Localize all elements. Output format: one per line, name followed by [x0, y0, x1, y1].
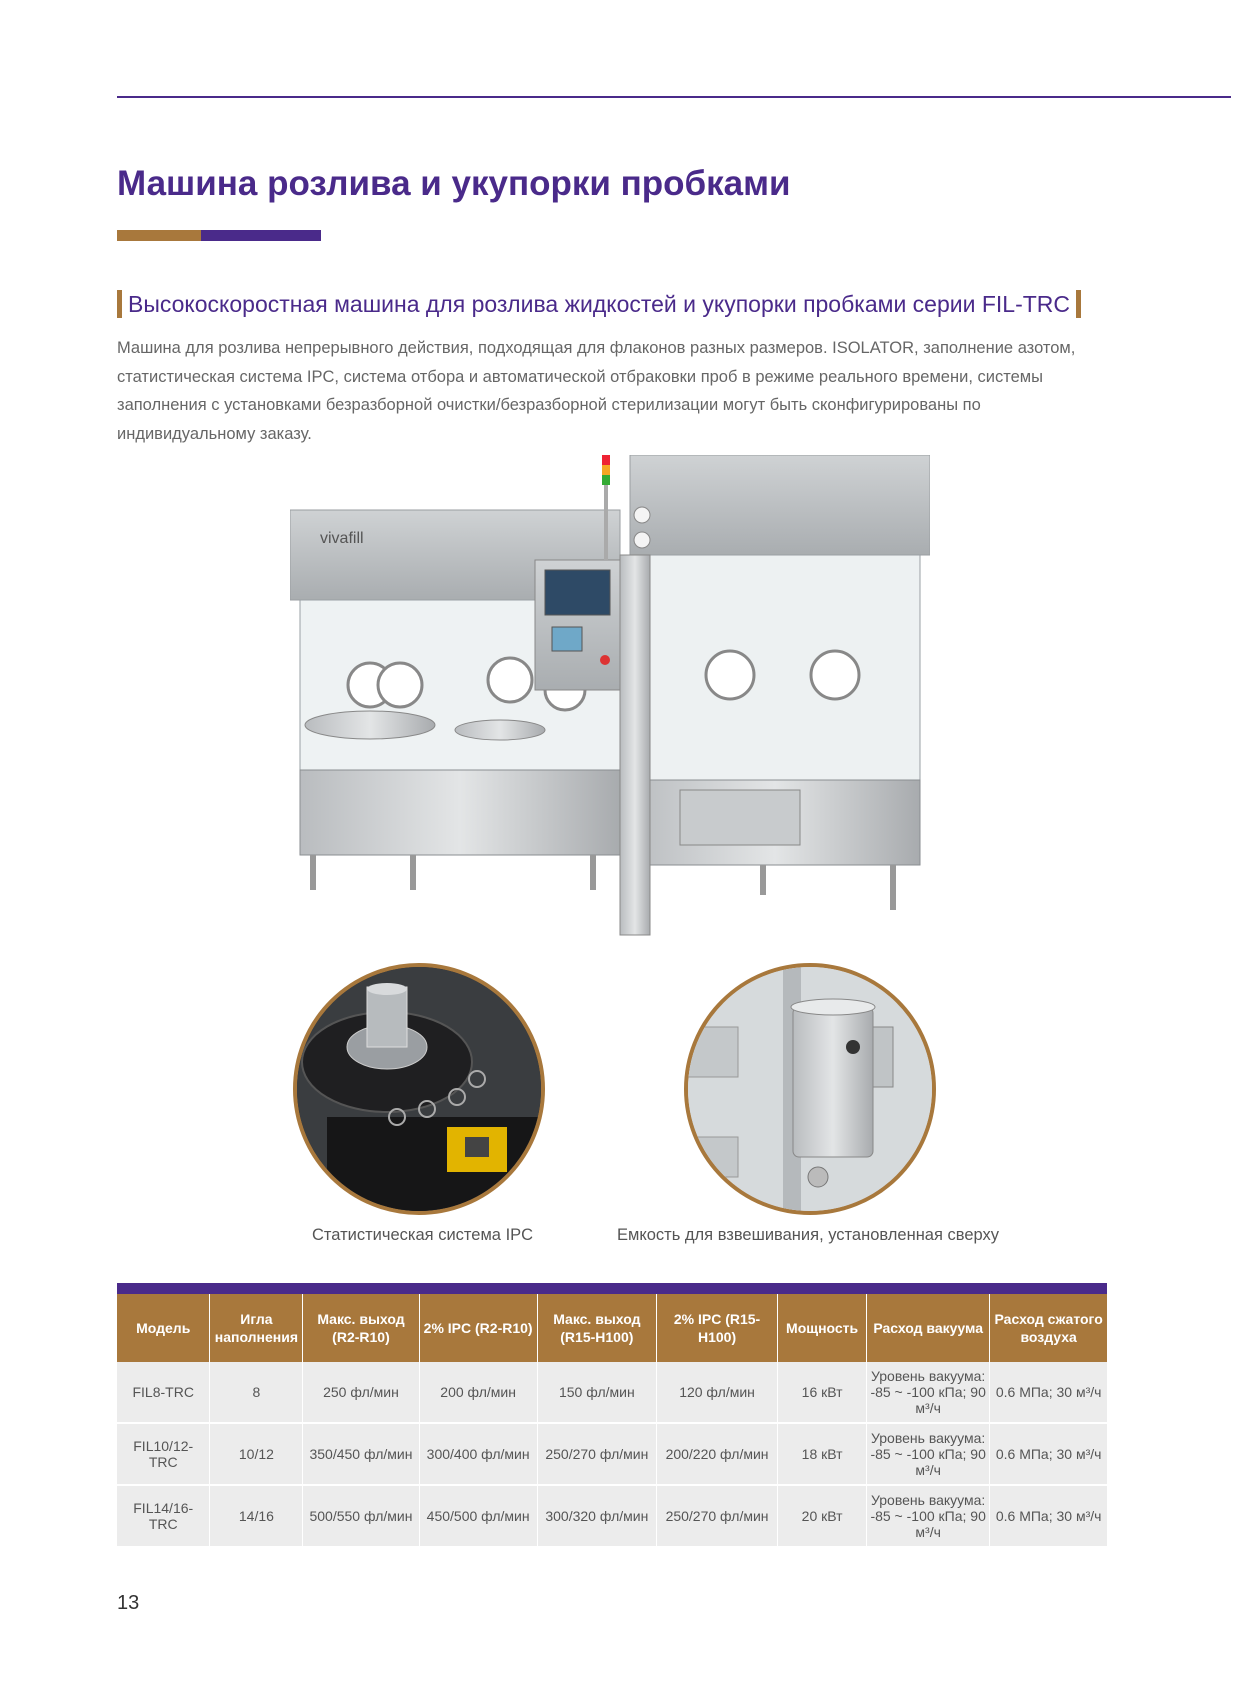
header-cell: Расход сжатого воздуха [990, 1294, 1107, 1362]
ipc-photo-caption: Статистическая система IPC [312, 1226, 534, 1244]
table-cell: 14/16 [210, 1485, 303, 1547]
table-cell: 16 кВт [778, 1362, 867, 1423]
subtitle-bar-left [117, 290, 122, 318]
header-cell: 2% IPC (R2-R10) [419, 1294, 537, 1362]
table-cell: Уровень вакуума: -85 ~ -100 кПа; 90 м³/ч [867, 1485, 990, 1547]
table-header-row [117, 1294, 1107, 1362]
weighing-tank-photo [684, 963, 936, 1215]
header-cell: Расход вакуума [867, 1294, 990, 1362]
table-cell: 18 кВт [778, 1423, 867, 1485]
table-cell: 10/12 [210, 1423, 303, 1485]
header-cell: Макс. выход (R15-H100) [537, 1294, 656, 1362]
table-cell: 0.6 МПа; 30 м³/ч [990, 1485, 1107, 1547]
specifications-table [117, 1294, 1107, 1548]
header-cell: Игла наполнения [210, 1294, 303, 1362]
table-cell: 0.6 МПа; 30 м³/ч [990, 1362, 1107, 1423]
table-cell: 200/220 фл/мин [656, 1423, 777, 1485]
ipc-system-photo [293, 963, 545, 1215]
page-title: Машина розлива и укупорки пробками [117, 164, 791, 203]
title-underline [117, 230, 321, 241]
header-cell: Макс. выход (R2-R10) [303, 1294, 419, 1362]
table-cell: 500/550 фл/мин [303, 1485, 419, 1547]
section-subtitle [117, 290, 1081, 318]
table-cell: 250/270 фл/мин [537, 1423, 656, 1485]
table-cell: FIL14/16-TRC [117, 1485, 210, 1547]
table-cell: 120 фл/мин [656, 1362, 777, 1423]
table-cell: 300/320 фл/мин [537, 1485, 656, 1547]
page-number: 13 [117, 1592, 140, 1614]
table-cell: 200 фл/мин [419, 1362, 537, 1423]
table-cell: FIL10/12-TRC [117, 1423, 210, 1485]
top-rule [117, 96, 1231, 98]
description-paragraph: Машина для розлива непрерывного действия, подходящая для флаконов разных размеров. ISOLATOR, заполнение азотом, статистическая система IPC, система отбора и автоматической отбраковки проб в режиме реального времени, системы заполнения с установками безразборной очистки/безразборной стерилизации могут быть сконфигурированы по индивидуальному заказу. [117, 339, 1076, 443]
table-cell: 20 кВт [778, 1485, 867, 1547]
table-cell: 150 фл/мин [537, 1362, 656, 1423]
header-cell: Мощность [778, 1294, 867, 1362]
table-top-bar [117, 1283, 1107, 1294]
table-cell: 250 фл/мин [303, 1362, 419, 1423]
table-row [117, 1423, 1107, 1485]
table-cell: 8 [210, 1362, 303, 1423]
subtitle-text: Высокоскоростная машина для розлива жидкостей и укупорки пробками серии FIL-TRC [128, 290, 1071, 317]
table-cell: Уровень вакуума: -85 ~ -100 кПа; 90 м³/ч [867, 1362, 990, 1423]
table-cell: 450/500 фл/мин [419, 1485, 537, 1547]
table-cell: 250/270 фл/мин [656, 1485, 777, 1547]
table-row [117, 1362, 1107, 1423]
table-cell: FIL8-TRC [117, 1362, 210, 1423]
header-cell: Модель [117, 1294, 210, 1362]
brand-logo: vivafill [320, 530, 364, 547]
table-cell: 0.6 МПа; 30 м³/ч [990, 1423, 1107, 1485]
table-cell: 300/400 фл/мин [419, 1423, 537, 1485]
tank-photo-caption: Емкость для взвешивания, установленная сверху [617, 1226, 999, 1244]
filling-machine-image [290, 455, 930, 975]
subtitle-bar-right [1076, 290, 1081, 318]
table-cell: Уровень вакуума: -85 ~ -100 кПа; 90 м³/ч [867, 1423, 990, 1485]
table-cell: 350/450 фл/мин [303, 1423, 419, 1485]
underline-gold-segment [117, 230, 201, 241]
table-row [117, 1485, 1107, 1547]
underline-purple-segment [201, 230, 321, 241]
header-cell: 2% IPC (R15-H100) [656, 1294, 777, 1362]
